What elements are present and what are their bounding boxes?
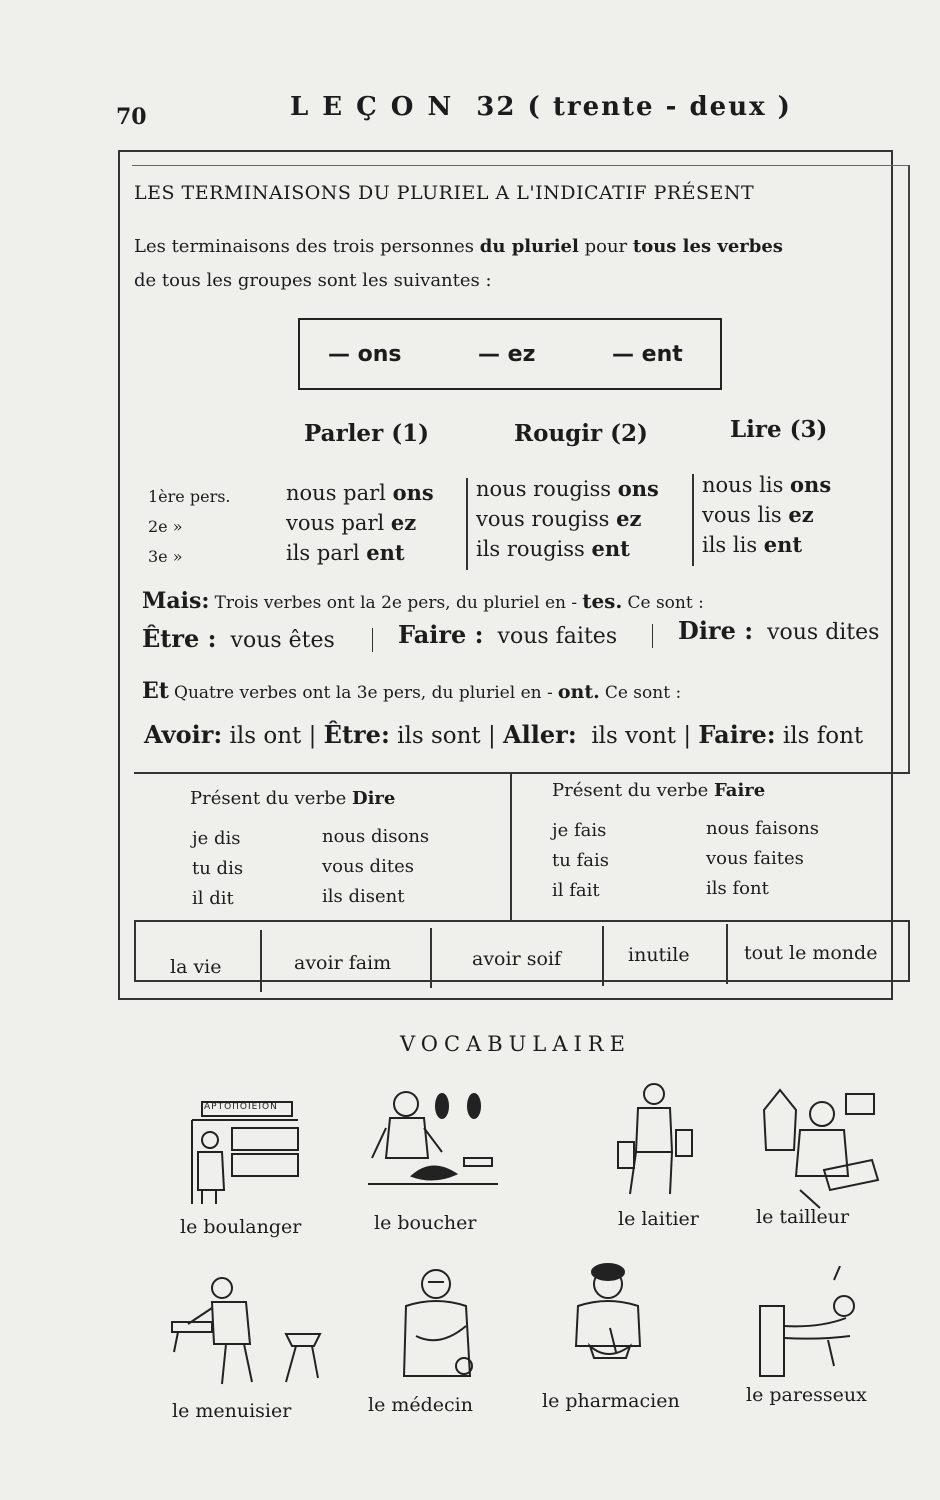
rougir-ending-3: ent xyxy=(591,536,630,561)
parler-row-1 xyxy=(286,480,434,505)
parler-ending-1: ons xyxy=(392,480,434,505)
caption-tailleur: le tailleur xyxy=(756,1206,850,1228)
rule-heading: LES TERMINAISONS DU PLURIEL A L'INDICATIF PRÉSENT xyxy=(134,182,755,204)
lire-stem-3: ils lis xyxy=(702,533,758,557)
ending-ons: — ons xyxy=(328,342,402,367)
faire-title xyxy=(552,780,765,801)
parler-stem-1: nous parl xyxy=(286,481,386,505)
pharmacist-illustration xyxy=(564,1262,654,1382)
dire-title-text: Présent du verbe xyxy=(190,788,347,809)
expr-divider-4 xyxy=(726,924,728,984)
expression-avoir-faim: avoir faim xyxy=(294,952,392,974)
tes-verb-etre-label: Être : xyxy=(142,624,217,653)
parler-row-3 xyxy=(286,540,405,565)
lesson-number: 32 xyxy=(476,92,517,122)
endings-box xyxy=(298,318,722,390)
verb-header-rougir: Rougir (2) xyxy=(514,420,648,447)
ont-verb-etre-label: Être: xyxy=(323,720,390,749)
tes-verb-etre xyxy=(142,624,335,653)
tes-verb-dire xyxy=(678,616,879,645)
baker-illustration xyxy=(188,1098,308,1208)
lesson-words: ( trente - deux ) xyxy=(527,92,792,122)
mais-tail: Ce sont : xyxy=(627,593,704,613)
et-text: Quatre verbes ont la 3e pers, du pluriel en - xyxy=(174,683,553,703)
lire-ending-1: ons xyxy=(790,472,832,497)
lire-row-2 xyxy=(702,502,814,527)
caption-boucher: le boucher xyxy=(374,1212,477,1234)
lire-ending-3: ent xyxy=(763,532,803,557)
expr-divider-3 xyxy=(602,926,604,986)
dire-pl-2: vous dites xyxy=(322,856,414,877)
dire-title-verb: Dire xyxy=(351,788,396,809)
caption-boulanger: le boulanger xyxy=(180,1216,302,1238)
rule-line1-a: Les terminaisons des trois personnes xyxy=(134,236,475,257)
faire-sg-2: tu fais xyxy=(552,850,609,871)
caption-medecin: le médecin xyxy=(368,1394,473,1416)
lire-stem-2: vous lis xyxy=(702,503,782,527)
dire-sg-1: je dis xyxy=(192,828,241,849)
page-number: 70 xyxy=(116,104,147,130)
mais-text: Trois verbes ont la 2e pers, du pluriel en - xyxy=(214,593,578,613)
mais-label: Mais: xyxy=(142,588,210,614)
faire-pl-3: ils font xyxy=(706,878,769,899)
rule-line2: de tous les groupes sont les suivantes : xyxy=(134,270,492,291)
expression-inutile: inutile xyxy=(628,944,690,966)
tes-verb-dire-label: Dire : xyxy=(678,616,754,645)
rule-text xyxy=(134,230,783,298)
faire-title-verb: Faire xyxy=(713,780,766,801)
ont-verb-faire-label: Faire: xyxy=(698,720,776,749)
faire-title-text: Présent du verbe xyxy=(552,780,709,801)
mais-line xyxy=(142,588,704,614)
ending-ez: — ez xyxy=(478,342,536,367)
person-2: 2e » xyxy=(148,517,183,536)
faire-sg-3: il fait xyxy=(552,880,600,901)
present-top-rule xyxy=(134,772,910,774)
rougir-row-1 xyxy=(476,476,659,501)
ont-verb-avoir-form: ils ont xyxy=(229,723,302,749)
lire-row-1 xyxy=(702,472,831,497)
caption-laitier: le laitier xyxy=(618,1208,699,1230)
faire-pl-2: vous faites xyxy=(706,848,804,869)
ont-verb-avoir-label: Avoir: xyxy=(144,720,223,749)
lire-ending-2: ez xyxy=(788,502,814,527)
rougir-row-2 xyxy=(476,506,641,531)
parler-ending-3: ent xyxy=(366,540,405,565)
lesson-word: LEÇON xyxy=(290,92,466,122)
parler-ending-2: ez xyxy=(390,510,417,535)
dire-pl-1: nous disons xyxy=(322,826,430,847)
verb-header-lire: Lire (3) xyxy=(730,416,828,443)
expression-la-vie: la vie xyxy=(170,956,222,978)
tailor-illustration xyxy=(760,1080,880,1210)
parler-stem-3: ils parl xyxy=(286,541,360,565)
tes-verb-etre-form: vous êtes xyxy=(230,628,335,653)
rougir-ending-1: ons xyxy=(617,476,659,501)
dire-sg-2: tu dis xyxy=(192,858,244,879)
faire-pl-1: nous faisons xyxy=(706,818,820,839)
tes-verb-faire-label: Faire : xyxy=(398,620,484,649)
lire-stem-1: nous lis xyxy=(702,473,784,497)
tes-divider-1 xyxy=(372,628,373,652)
parler-stem-2: vous parl xyxy=(286,511,385,535)
carpenter-illustration xyxy=(168,1272,328,1392)
rougir-stem-3: ils rougiss xyxy=(476,537,585,561)
rougir-stem-2: vous rougiss xyxy=(476,507,610,531)
caption-pharmacien: le pharmacien xyxy=(542,1390,680,1412)
expression-tout-le-monde: tout le monde xyxy=(744,942,878,964)
lire-row-3 xyxy=(702,532,802,557)
tes-verb-faire-form: vous faites xyxy=(497,624,618,649)
ont-verb-aller-label: Aller: xyxy=(503,720,577,749)
lazy-man-illustration xyxy=(750,1266,880,1386)
caption-menuisier: le menuisier xyxy=(172,1400,292,1422)
ont-verbs: Avoir: ils ont | Être: ils sont | Aller: ils vont | Faire: ils font xyxy=(144,720,864,749)
expr-divider-1 xyxy=(260,930,262,992)
parler-row-2 xyxy=(286,510,416,535)
ont-verb-etre-form: ils sont xyxy=(397,723,481,749)
tes-verb-dire-form: vous dites xyxy=(767,620,880,645)
ont-verb-faire-form: ils font xyxy=(782,723,864,749)
milkman-illustration xyxy=(614,1082,704,1202)
dire-title xyxy=(190,788,395,809)
bakery-sign: ΑΡΤΟΠΟΙΕΙΟΝ xyxy=(204,1102,278,1112)
rougir-ending-2: ez xyxy=(616,506,642,531)
caption-paresseux: le paresseux xyxy=(746,1384,867,1406)
rule-line1-d: tous les verbes xyxy=(632,236,783,257)
rule-line1-c: pour xyxy=(584,236,628,257)
column-divider-1 xyxy=(466,478,468,570)
person-1: 1ère pers. xyxy=(148,487,231,506)
et-ending: ont. xyxy=(557,681,600,703)
column-divider-2 xyxy=(692,474,694,566)
ont-verb-aller-form: ils vont xyxy=(591,723,677,749)
verb-header-parler: Parler (1) xyxy=(304,420,429,447)
et-line xyxy=(142,678,681,704)
expression-avoir-soif: avoir soif xyxy=(472,948,561,970)
doctor-illustration xyxy=(396,1266,486,1386)
rougir-row-3 xyxy=(476,536,630,561)
butcher-illustration xyxy=(368,1088,498,1198)
faire-sg-1: je fais xyxy=(552,820,607,841)
tes-verb-faire xyxy=(398,620,617,649)
lesson-title xyxy=(290,92,792,122)
person-3: 3e » xyxy=(148,547,183,566)
present-divider xyxy=(510,772,512,920)
tes-divider-2 xyxy=(652,624,653,648)
ending-ent: — ent xyxy=(612,342,683,367)
rougir-stem-1: nous rougiss xyxy=(476,477,612,501)
vocabulaire-title: VOCABULAIRE xyxy=(400,1032,631,1056)
rule-line1-b: du pluriel xyxy=(479,236,579,257)
dire-pl-3: ils disent xyxy=(322,886,405,907)
et-label: Et xyxy=(142,678,169,704)
mais-ending: tes. xyxy=(582,589,623,613)
et-tail: Ce sont : xyxy=(604,683,682,703)
expr-divider-2 xyxy=(430,928,432,988)
dire-sg-3: il dit xyxy=(192,888,234,909)
